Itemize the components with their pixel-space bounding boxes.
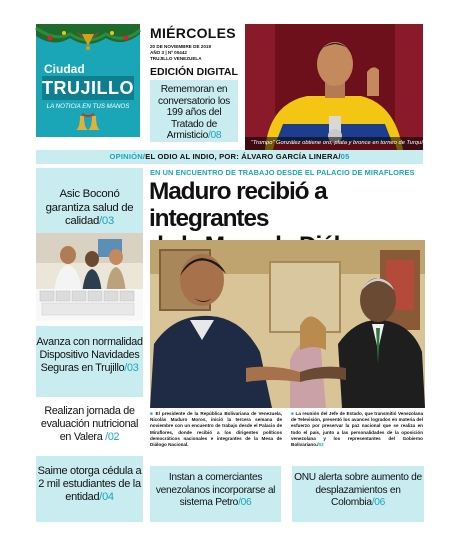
photo-trompo-gonzalez[interactable] (245, 24, 435, 150)
headline-line-1: Maduro recibió a integrantes (149, 178, 327, 232)
teaser-onu-colombia[interactable]: ONU alerta sobre aumento de desplazamientos en Colombia/06 (292, 466, 424, 522)
teaser-page: 08 (210, 130, 222, 141)
teaser-text: Avanza con normalidad Dispositivo Navidades Seguras en Trujillo (36, 336, 143, 374)
teaser-text: Asic Boconó garantiza salud de calidad (45, 188, 134, 227)
bottom-divider (286, 473, 287, 513)
opinion-page: 05 (340, 152, 350, 161)
lead-kicker: EN UN ENCUENTRO DE TRABAJO DESDE EL PALACIO DE MIRAFLORES (150, 168, 415, 177)
masthead-slogan: LA NOTICIA EN TUS MANOS (46, 103, 130, 110)
teaser-saime-cedula[interactable]: Saime otorga cédula a 2 mil estudiantes de la entidad/04 (36, 456, 143, 522)
teaser-text: Realizan jornada de evaluación nutricional en Valera (40, 405, 139, 443)
teaser-text: Instan a comerciantes venezolanos incorporarse al sistema Petro (155, 472, 276, 508)
masthead-name: TRUJILLO (42, 78, 134, 98)
edition-label: EDICIÓN DIGITAL (150, 66, 238, 78)
teaser-text: Saime otorga cédula a 2 mil estudiantes de la entidad (37, 465, 142, 503)
lead-body-right: ■ La reunión del Jefe de Estado, que transmitió Venezolana de Televisión, presentó los avances logrados en materia del esfuerzo por preservar la paz nacional que se realiza en todo el país, junto a las personalidades de la oposición venezolana y los representantes del Gobierno Bolivariano./02 (291, 411, 423, 448)
teaser-page: 06 (374, 497, 385, 508)
teaser-page: 03 (101, 215, 114, 227)
masthead-city: Ciudad (44, 62, 85, 76)
christmas-bells-icon (74, 112, 102, 134)
dateline-date: 20 DE NOVIEMBRE DE 2019 (150, 44, 212, 49)
teaser-page: 04 (102, 491, 114, 503)
dateline-issue: AÑO 3 | Nº 00442 (150, 50, 187, 55)
meeting-photo (150, 240, 425, 408)
teaser-page: 03 (127, 362, 139, 374)
dateline-place: TRUJILLO VENEZUELA (150, 56, 202, 61)
staff-photo (36, 233, 143, 321)
teaser-asic-bocono[interactable]: Asic Boconó garantiza salud de calidad/03 (36, 168, 143, 233)
dateline-day: MIÉRCOLES (150, 25, 236, 41)
teaser-page: 06 (240, 497, 252, 508)
photo-caption: “Trompo” González obtiene oro, plata y bronce en torneo de Turquía/07 (245, 137, 423, 150)
teaser-sistema-petro[interactable]: Instan a comerciantes venezolanos incorporarse al sistema Petro/06 (150, 466, 281, 522)
christmas-garland-icon (36, 24, 140, 58)
lead-body-left: ■ El presidente de la República Bolivariana de Venezuela, Nicolás Maduro Moros, inició la tercera semana de noviembre con un encuentro de trabajo desde el Palacio de Miraflores, donde recibió a los dirigentes políticos democráticos nacionales e integrantes de la Mesa de Diálogo Nacional. (150, 411, 282, 448)
teaser-armisticio[interactable]: Rememoran en conversatorio los 199 años del Tratado de Armisticio/08 (150, 80, 238, 142)
teaser-page: 02 (107, 431, 120, 443)
opinion-label: OPINIÓN/ (109, 152, 146, 161)
teaser-navidades-seguras[interactable]: Avanza con normalidad Dispositivo Navidades Seguras en Trujillo/03 (36, 326, 143, 396)
opinion-banner[interactable] (36, 150, 423, 164)
teaser-evaluacion-nutricional[interactable]: Realizan jornada de evaluación nutricional en Valera /02 (36, 396, 143, 456)
photo-health-staff (36, 233, 143, 321)
athlete-photo (245, 24, 423, 150)
teaser-text: ONU alerta sobre aumento de desplazamientos en Colombia (294, 472, 422, 508)
dateline (150, 25, 240, 78)
opinion-text: EL ODIO AL INDIO, POR: ÁLVARO GARCÍA LINERA/ (145, 152, 341, 161)
masthead-logo (36, 24, 140, 137)
photo-maduro-meeting (150, 240, 425, 408)
teaser-text: Rememoran en conversatorio los 199 años del Tratado de Armisticio (158, 84, 230, 141)
